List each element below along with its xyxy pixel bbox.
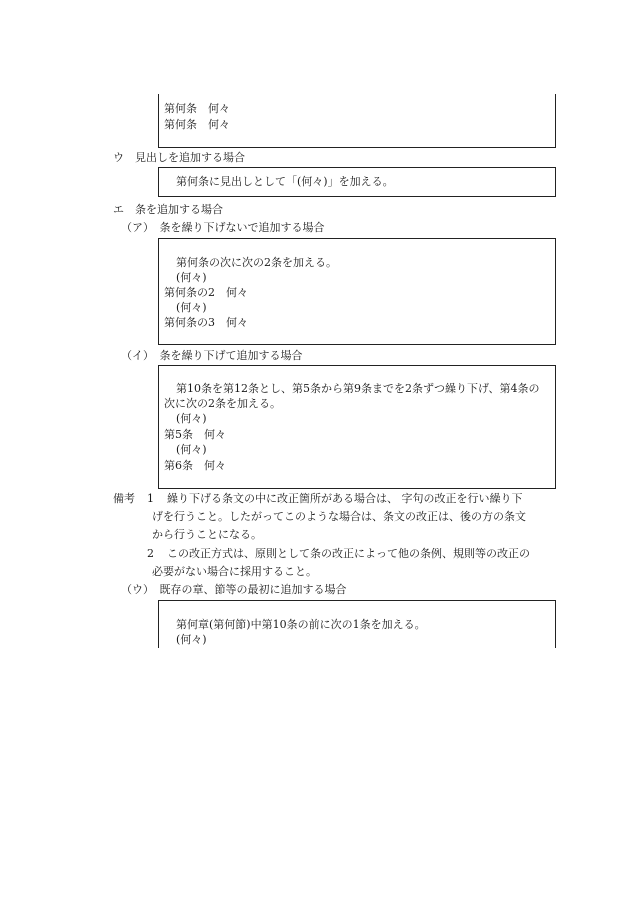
example-text-u: 第何条に見出しとして「(何々)」を加える。 <box>176 175 394 188</box>
example-line: 次に次の2条を加える。 <box>164 397 281 410</box>
example-line: 第5条 何々 <box>164 428 226 441</box>
example-line: (何々) <box>176 301 207 314</box>
section-heading-u: ウ 見出しを追加する場合 <box>113 151 245 164</box>
example-line: 第何条の3 何々 <box>164 316 248 329</box>
example-line: 第何条の2 何々 <box>164 286 248 299</box>
remark-number: 2 <box>147 547 154 560</box>
remark-number: 1 <box>147 492 154 505</box>
subsection-heading-a: （ア） 条を繰り下げないで追加する場合 <box>121 221 325 234</box>
example-line: (何々) <box>176 412 207 425</box>
subsection-heading-i: （イ） 条を繰り下げて追加する場合 <box>121 349 303 362</box>
example-line: (何々) <box>176 443 207 456</box>
example-line: (何々) <box>176 271 207 284</box>
remark-line: から行うことになる。 <box>152 528 262 541</box>
example-line: 第何条の次に次の2条を加える。 <box>176 256 337 269</box>
remarks-label: 備考 <box>113 492 135 505</box>
example-line: 第6条 何々 <box>164 459 226 472</box>
article-line: 第何条 何々 <box>164 118 230 131</box>
remark-line: この改正方式は、原則として条の改正によって他の条例、規則等の改正の <box>167 547 530 560</box>
example-line: 第何章(第何節)中第10条の前に次の1条を加える。 <box>176 618 426 631</box>
remark-line: げを行うこと。したがってこのような場合は、条文の改正は、後の方の条文 <box>152 510 526 523</box>
example-line: (何々) <box>176 633 207 646</box>
remark-line: 繰り下げる条文の中に改正箇所がある場合は、 字句の改正を行い繰り下 <box>167 492 523 505</box>
remark-line: 必要がない場合に採用すること。 <box>152 565 317 578</box>
example-line: 第10条を第12条とし、第5条から第9条までを2条ずつ繰り下げ、第4条の <box>176 382 540 395</box>
section-heading-e: エ 条を追加する場合 <box>113 203 223 216</box>
subsection-heading-u2: （ウ） 既存の章、節等の最初に追加する場合 <box>121 583 347 596</box>
article-line: 第何条 何々 <box>164 102 230 115</box>
